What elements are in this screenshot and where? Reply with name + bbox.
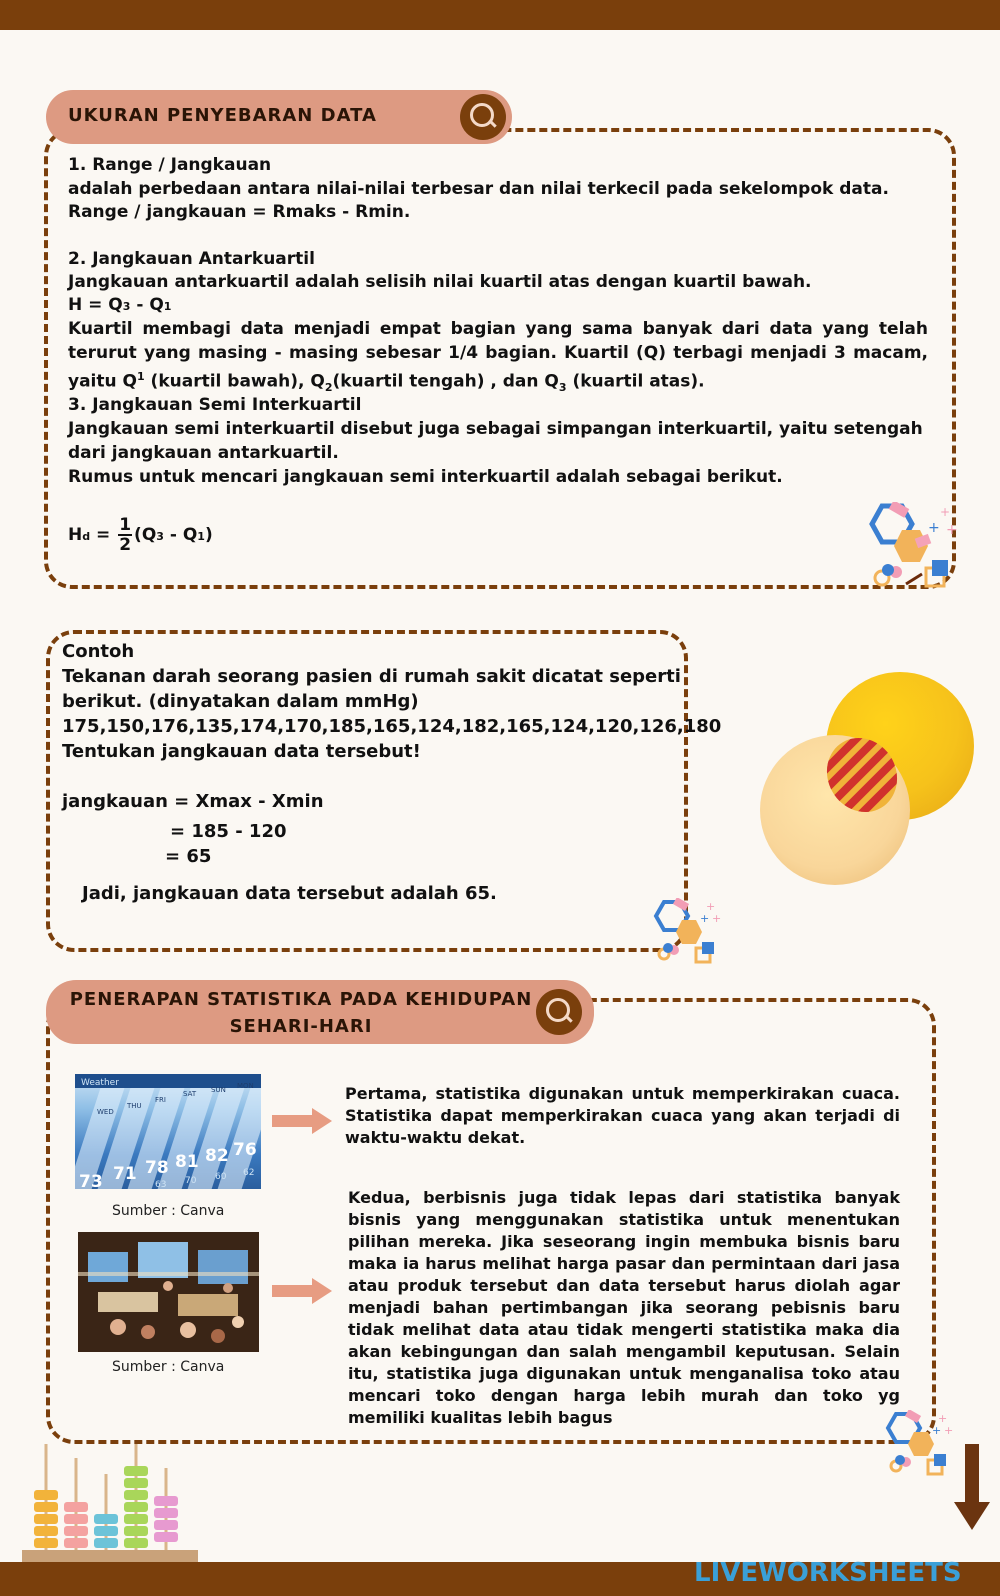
svg-text:+: +	[938, 1412, 948, 1425]
section3-title-line2: SEHARI-HARI	[229, 1016, 373, 1037]
stripe-overlap-decoration	[820, 735, 910, 825]
search-icon[interactable]	[536, 989, 582, 1035]
example-task: Tentukan jangkauan data tersebut!	[62, 741, 421, 762]
weather-temp: 82	[205, 1146, 229, 1166]
iqr-heading: 2. Jangkauan Antarkuartil	[68, 249, 315, 269]
top-bar	[0, 0, 1000, 30]
abacus-decoration	[22, 1444, 198, 1564]
range-formula: Range / jangkauan = Rmaks - Rmin.	[68, 202, 411, 222]
photo-caption-1: Sumber : Canva	[112, 1203, 225, 1219]
weather-temp: 73	[79, 1172, 103, 1189]
example-conclusion: Jadi, jangkauan data tersebut adalah 65.	[82, 883, 497, 904]
example-line2: berikut. (dinyatakan dalam mmHg)	[62, 691, 419, 712]
application-para-2: Kedua, berbisnis juga tidak lepas dari statistika banyak bisnis yang menggunakan statistika untuk menentukan pilihan mereka. Jika seseorang ingin membuka bisnis baru maka ia harus melihat harga pasar dan permintaan dari jasa atau produk tersebut dan data tersebut harus diolah agar menjadi bahan pertimbangan jika seorang pebisnis baru tidak melihat data atau tidak mengerti statistika maka dia akan kebingungan dan salah mengambil keputusan. Selain itu, statistika juga digunakan untuk menganalisa toko atau mencari toko dengan harga lebih murah dan toko yg memiliki kualitas lebih bagus	[348, 1188, 900, 1427]
weather-day: SUN	[211, 1086, 226, 1094]
weather-photo	[75, 1074, 261, 1189]
weather-temp: 76	[233, 1140, 257, 1160]
semi-formula: Hd = $\frac{1}{2}$ (Q3 - Q1)	[68, 515, 213, 555]
search-icon[interactable]	[460, 94, 506, 140]
svg-text:+: +	[940, 505, 951, 519]
weather-low: 63	[155, 1180, 167, 1189]
fraction-half: $\frac{1}{2}$	[119, 515, 132, 555]
geometric-decoration	[862, 502, 972, 602]
section1-title: UKURAN PENYEBARAN DATA	[68, 105, 377, 126]
weather-temp: 71	[113, 1164, 137, 1184]
weather-day: FRI	[155, 1096, 166, 1104]
example-data: 175,150,176,135,174,170,185,165,124,182,165,124,120,126,180	[62, 716, 722, 737]
weather-temp: 81	[175, 1152, 199, 1172]
semi-heading: 3. Jangkauan Semi Interkuartil	[68, 395, 362, 415]
weather-day: MON	[237, 1082, 254, 1090]
weather-day: THU	[127, 1102, 142, 1110]
photo-caption-2: Sumber : Canva	[112, 1359, 225, 1375]
svg-text:+: +	[944, 1424, 954, 1437]
svg-text:+: +	[700, 912, 710, 925]
arrow-right-icon	[272, 1276, 334, 1306]
arrow-right-icon	[272, 1106, 334, 1136]
semi-text2: Rumus untuk mencari jangkauan semi interkuartil adalah sebagai berikut.	[68, 467, 783, 487]
semi-text: Jangkauan semi interkuartil disebut juga sebagai simpangan interkuartil, yaitu setengah dari jangkauan antarkuartil.	[68, 419, 923, 463]
weather-day: WED	[97, 1108, 114, 1116]
arrow-down-icon[interactable]	[952, 1444, 992, 1534]
svg-text:+: +	[932, 1424, 942, 1437]
weather-low: 62	[243, 1168, 255, 1178]
example-heading: Contoh	[62, 641, 135, 662]
svg-text:+: +	[946, 522, 958, 538]
geometric-decoration	[652, 898, 732, 970]
weather-day: SAT	[183, 1090, 197, 1098]
iqr-formula: H = Q3 - Q1	[68, 295, 172, 315]
application-para-1: Pertama, statistika digunakan untuk memperkirakan cuaca. Statistika dapat memperkirakan cuaca yang akan terjadi di waktu-waktu dekat.	[345, 1084, 900, 1147]
example-calc2: = 185 - 120	[170, 821, 287, 842]
example-calc1: jangkauan = Xmax - Xmin	[62, 791, 324, 812]
range-heading: 1. Range / Jangkauan	[68, 155, 272, 175]
example-calc3: = 65	[165, 846, 212, 867]
liveworksheets-watermark: LIVEWORKSHEETS	[694, 1558, 962, 1588]
market-photo	[78, 1232, 259, 1352]
iqr-text: Jangkauan antarkuartil adalah selisih nilai kuartil atas dengan kuartil bawah.	[68, 272, 812, 292]
example-line1: Tekanan darah seorang pasien di rumah sakit dicatat seperti	[62, 666, 681, 687]
weather-temp: 78	[145, 1158, 169, 1178]
weather-header: Weather	[81, 1078, 119, 1088]
quartile-text: Kuartil membagi data menjadi empat bagian yang sama banyak dari data yang telah terurut yang masing - masing sebesar 1/4 bagian. Kuartil (Q) terbagi menjadi 3 macam, yaitu $Q^1$ (kuartil bawah), $Q_2(kuartil$ tengah) , dan $Q_3$ (kuartil atas).	[68, 319, 928, 395]
weather-low: 70	[185, 1176, 197, 1186]
range-text: adalah perbedaan antara nilai-nilai terbesar dan nilai terkecil pada sekelompok data.	[68, 179, 889, 199]
svg-text:+: +	[712, 912, 722, 925]
section3-title-line1: PENERAPAN STATISTIKA PADA KEHIDUPAN	[69, 989, 533, 1010]
weather-low: 60	[215, 1172, 227, 1182]
section3-title-pill	[46, 980, 594, 1044]
svg-text:+: +	[928, 520, 940, 536]
svg-text:+: +	[706, 900, 716, 913]
section1-title-pill	[46, 90, 512, 144]
